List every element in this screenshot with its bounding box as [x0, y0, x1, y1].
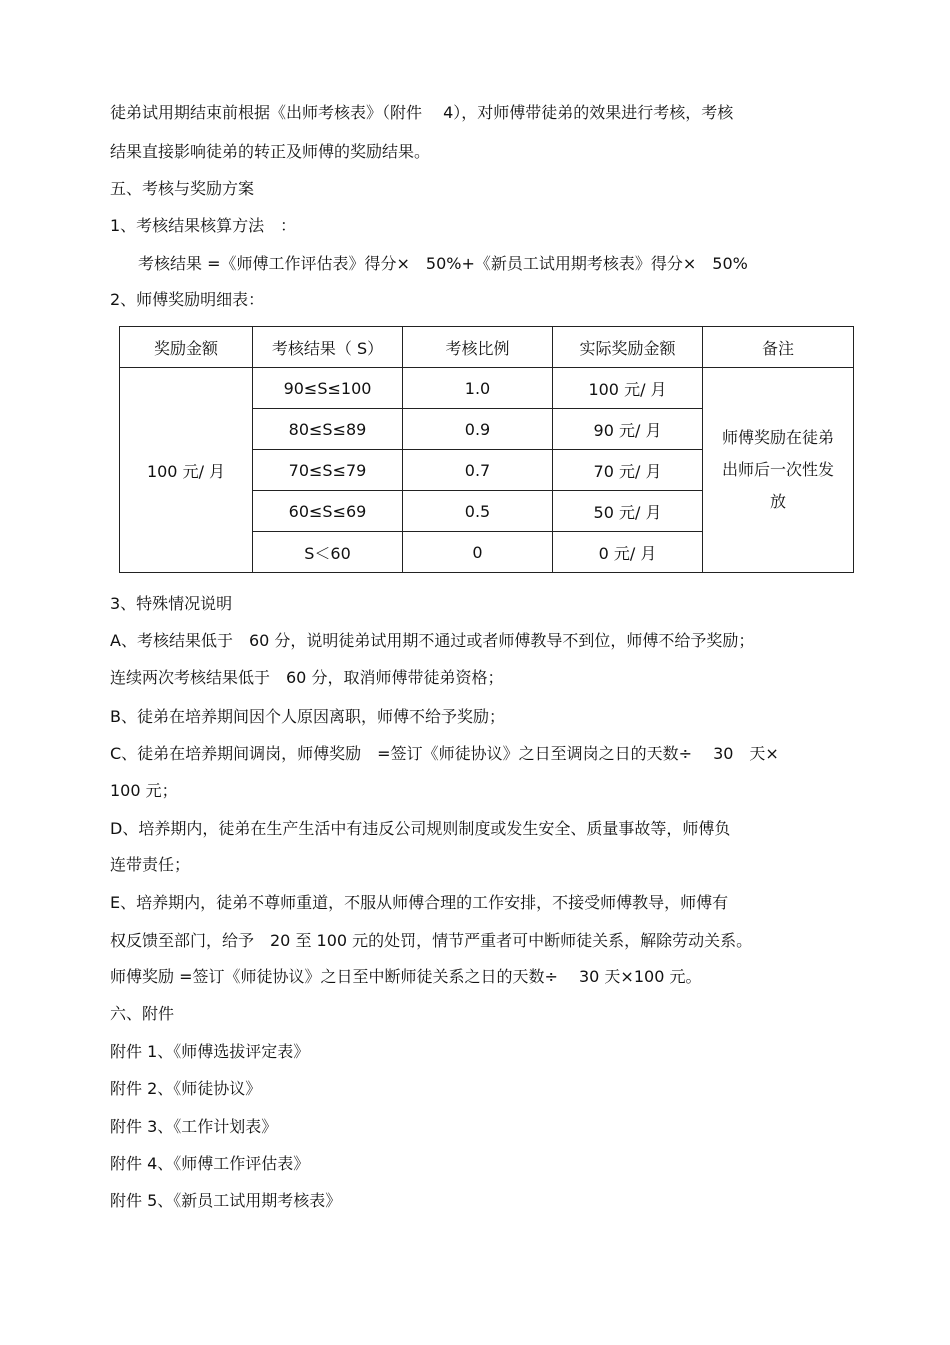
note-cell [703, 368, 854, 573]
header-cell: 考核结果（ S） [253, 327, 403, 368]
range-cell: 90≤S≤100 [253, 368, 403, 409]
paragraph-line: 结果直接影响徒弟的转正及师傅的奖励结果。 [110, 142, 431, 161]
header-cell: 考核比例 [403, 327, 553, 368]
attachment-item: 附件 3、《工作计划表》 [110, 1117, 278, 1136]
paragraph-line: D、培养期内，徒弟在生产生活中有违反公司规则制度或发生安全、质量事故等，师傅负 [110, 819, 731, 838]
paragraph-line: E、培养期内，徒弟不尊师重道，不服从师傅合理的工作安排，不接受师傅教导，师傅有 [110, 893, 729, 912]
paragraph-line: 100 元； [110, 781, 178, 800]
paragraph-line: 连续两次考核结果低于 60 分，取消师傅带徒弟资格； [110, 668, 504, 687]
reward-cell: 70 元/ 月 [553, 450, 703, 491]
amount-cell: 100 元/ 月 [120, 368, 253, 573]
attachment-item: 附件 1、《师傅选拔评定表》 [110, 1042, 310, 1061]
subsection-heading: 1、考核结果核算方法 ： [110, 216, 297, 235]
range-cell: 60≤S≤69 [253, 491, 403, 532]
reward-table [119, 326, 854, 573]
paragraph-line: 徒弟试用期结束前根据《出师考核表》（附件 4），对师傅带徒弟的效果进行考核，考核 [110, 103, 734, 122]
ratio-cell: 0.5 [403, 491, 553, 532]
paragraph-line: C、徒弟在培养期间调岗，师傅奖励 =签订《师徒协议》之日至调岗之日的天数÷ 30 天× [110, 744, 779, 763]
header-cell: 备注 [703, 327, 854, 368]
table-header-row [120, 327, 854, 368]
table-row [120, 368, 854, 409]
attachment-item: 附件 4、《师傅工作评估表》 [110, 1154, 310, 1173]
range-cell: 70≤S≤79 [253, 450, 403, 491]
subsection-heading: 2、师傅奖励明细表： [110, 290, 265, 309]
note-text: 师傅奖励在徒弟出师后一次性发放 [721, 428, 834, 511]
subsection-heading: 3、特殊情况说明 [110, 594, 233, 613]
reward-cell: 90 元/ 月 [553, 409, 703, 450]
reward-cell: 50 元/ 月 [553, 491, 703, 532]
ratio-cell: 0.9 [403, 409, 553, 450]
reward-cell: 100 元/ 月 [553, 368, 703, 409]
ratio-cell: 0 [403, 532, 553, 573]
header-cell: 实际奖励金额 [553, 327, 703, 368]
paragraph-line: B、徒弟在培养期间因个人原因离职，师傅不给予奖励； [110, 707, 505, 726]
section-heading: 五、考核与奖励方案 [110, 179, 255, 198]
paragraph-line: 师傅奖励 =签订《师徒协议》之日至中断师徒关系之日的天数÷ 30 天×100 元。 [110, 967, 702, 986]
paragraph-line: A、考核结果低于 60 分，说明徒弟试用期不通过或者师傅教导不到位，师傅不给予奖励； [110, 631, 755, 650]
attachment-item: 附件 2、《师徒协议》 [110, 1079, 262, 1098]
ratio-cell: 1.0 [403, 368, 553, 409]
range-cell: 80≤S≤89 [253, 409, 403, 450]
formula-line: 考核结果 =《师傅工作评估表》得分× 50%+《新员工试用期考核表》得分× 50% [138, 254, 748, 273]
ratio-cell: 0.7 [403, 450, 553, 491]
paragraph-line: 连带责任； [110, 855, 191, 874]
section-heading: 六、附件 [110, 1004, 175, 1023]
range-cell: S＜60 [253, 532, 403, 573]
reward-cell: 0 元/ 月 [553, 532, 703, 573]
header-cell: 奖励金额 [120, 327, 253, 368]
attachment-item: 附件 5、《新员工试用期考核表》 [110, 1191, 342, 1210]
paragraph-line: 权反馈至部门，给予 20 至 100 元的处罚，情节严重者可中断师徒关系，解除劳动关系。 [110, 931, 753, 950]
